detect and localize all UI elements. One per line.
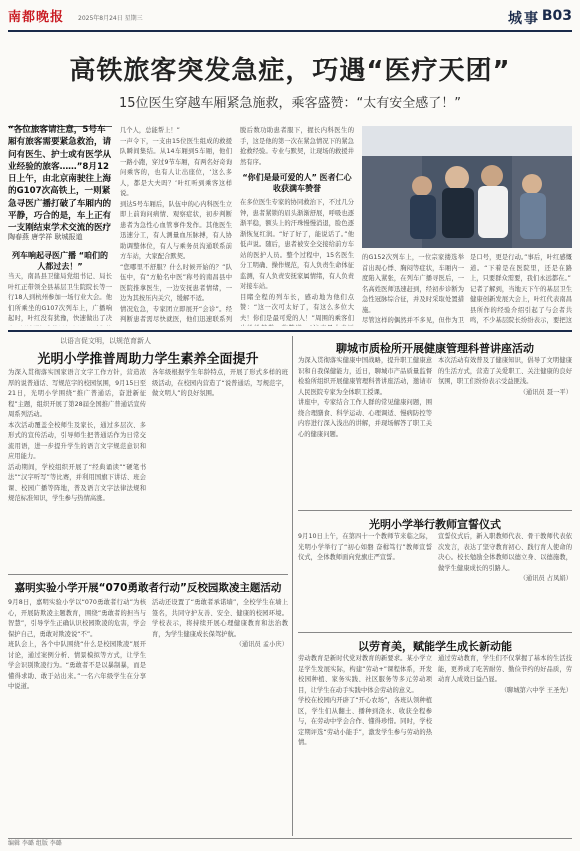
article-headline: 以劳育美，赋能学生成长新动能 (358, 640, 512, 653)
lead-paragraph: “各位旅客请注意，5号车厢有旅客需要紧急救治，请问有医生、护士或有医学从业经验的旅客……”8月12日上午，由北京南驶往上海的G107次高铁上，一则紧急寻医广播打破了车厢内的平静，巧合的是，车上正有一支刚结束学术交流的医疗 (8, 125, 112, 234)
article-paragraph: 宣誓仪式后，新入职教师代表、骨干教师代表依次发言，表达了坚守教育初心、践行育人使命的决心。校长勉励全体教师以德立身、以德施教，做学生健康成长的引路人。 (438, 533, 572, 572)
article-paragraph: 为深入贯彻落实健康中国战略，提升职工健康意识和自我保健能力，近日，聊城市产品质量监督检验所组织开展健康管理科普讲座活动，邀请市人民医院专家为全体职工授课。 (298, 357, 432, 396)
story-column-5 (470, 253, 572, 326)
article-paragraph: 活动期间，学校组织开展了“经典诵读”“硬笔书法”“汉字听写”等比赛，并利用国旗下讲话、班会课、校园广播等阵地，普及语言文字法律法规和规范标准知识，学生参与热情高涨。 (8, 463, 146, 502)
section-subtitle: “你们是最可爱的人” 医者仁心收获满车赞誉 (242, 173, 352, 193)
article-divider (8, 574, 288, 575)
story-column-2 (120, 126, 232, 326)
footer-rule (8, 838, 572, 839)
page-subheadline: 15位医生穿越车厢紧急施救，乘客盛赞：“太有安全感了！” (118, 96, 461, 111)
newspaper-logo: 南都晚报 (8, 10, 65, 25)
byline-reporters: 陶春燕 唐学祥 (8, 233, 53, 241)
column-paragraph: 一声令下，一支由15位医生组成的救援队瞬间集结。从14车厢到5车厢，他们一路小跑，穿过9节车厢，有两名好奇询问乘客的，也有人让出座位，‘这么多人，都是大夫吗？’叶红听到乘客这样说。 (120, 137, 232, 197)
article-column (438, 356, 572, 506)
article-headline: 光明小学举行教师宣誓仪式 (369, 518, 501, 531)
issue-date: 2025年8月24日 (78, 15, 123, 22)
article-kicker: 以语言促文明，以规范育新人 (60, 337, 151, 345)
article-paragraph: 9月10日上午，在第四十一个教师节来临之际，光明小学举行了“初心如磐 奋楫笃行”教师宣誓仪式，全体教师面向党旗庄严宣誓。 (298, 533, 432, 561)
article-paragraph: 本次活动覆盖全校师生及家长，通过多层次、多形式的宣传活动，引导师生把普通话作为日常交流用语，进一步提升学生的语言文字规范意识和应用能力。 (8, 421, 146, 460)
story-column-4 (362, 253, 464, 326)
article-paragraph: 班队会上，各个中队围绕“什么是校园欺凌”展开讨论，通过案例分析、情景模拟等方式，让学生学会识别欺凌行为。“勇敢者不是以暴制暴，而是懂得求助、敢于站出来。”一名六年级学生在分享中说道。 (8, 641, 146, 690)
article-divider (298, 510, 572, 511)
story-column-3 (240, 126, 354, 326)
page-headline: 高铁旅客突发急症，巧遇“医疗天团” (69, 56, 511, 86)
train-aisle-illustration (362, 126, 572, 248)
article-column (298, 356, 432, 506)
footer-credits: 编辑 李璐 组版 李璐 (8, 840, 62, 847)
issue-weekday: 星期三 (124, 15, 143, 22)
article-column (152, 598, 288, 834)
article-column (152, 368, 288, 570)
article-paragraph: 9月8日，嘉明实验小学以“070勇敢者行动”为核心，开展防欺凌主题教育，围绕“勇敢者的担当与智慧”，引导学生正确认识校园欺凌的危害，学会保护自己，勇敢对欺凌说“不”。 (8, 599, 146, 638)
column-paragraph: 尽管这样的偶然并不多见，但作为卫 (362, 317, 464, 324)
column-paragraph: 记者了解到，当地天下午的基层卫生健康创新发展大会上，叶红代表南昌县所作的经验介绍引起了与会者共鸣，不少基层院长纷纷表示，要把这 (470, 285, 572, 324)
article-paragraph: 活动还设置了“勇敢者承诺墙”，全校学生在墙上签名，共同守护友善、安全、健康的校园环境。学校表示，将持续开展心理健康教育和法治教育，为学生健康成长保驾护航。 (152, 599, 288, 638)
article-column (298, 654, 432, 834)
issue-meta (78, 13, 143, 22)
article-byline: （通讯员 占凤娟） (519, 575, 572, 582)
article-column (8, 598, 146, 834)
article-column (298, 532, 432, 628)
section-name: 城事 (508, 11, 540, 27)
byline-source: 耿城报道 (54, 233, 83, 241)
section-subtitle: 列车响起寻医广播 “咱们的人都过去！” (11, 251, 109, 271)
column-paragraph: 在多位医生专家的协同救治下，不过几分钟，患者紧锁的眉头渐渐舒展，呼吸也逐渐平稳，额头上的汗珠慢慢消退，脸色逐渐恢复红润。“好了好了，能说话了。”他低声说。随后，患者被安全交接给前方车站的医护人员。整个过程中，15名医生分工明确、操作规范，有人负责生命体征监测，有人负责安抚家属情绪，有人负责对接车站。 (240, 199, 354, 290)
masthead (8, 6, 572, 26)
article-paragraph: 劳动教育是新时代党对教育的新要求。某小学立足学生发展实际，构建“劳动+”课程体系，开发校园种植、家务实践、社区服务等多元劳动项目，让学生在动手实践中体会劳动的意义。 (298, 655, 432, 694)
article-column (8, 368, 146, 570)
masthead-rule (8, 30, 572, 32)
column-paragraph: 几个人，总能帮上！” (120, 127, 180, 134)
article-byline: （聊城第六中学 王圣先） (500, 686, 572, 694)
byline (8, 232, 82, 242)
article-paragraph: 各年级根据学生年龄特点，开展了形式多样的班级活动，在校园内营造了“说普通话，写规范字，做文明人”的良好氛围。 (152, 369, 288, 397)
column-paragraph: 脱后数功助患者服下，握长内科医生的手，这是他的第一次在紧急情况下的紧急抢救经验。专业与默契，让现场的救援井然有序。 (240, 127, 354, 166)
article-paragraph: 学校在校园内开辟了“开心农场”，各班认领种植区，学生们从翻土、播种到浇水、收获全程参与，在劳动中学会合作、懂得珍惜。同时，学校定期评选“劳动小能手”，激发学生参与劳动的热情。 (298, 697, 432, 746)
article-byline: （通讯员 聂一平） (519, 388, 572, 396)
column-divider (292, 336, 293, 836)
article-column (438, 532, 572, 628)
story-column-1 (8, 250, 112, 326)
column-paragraph: 当天，南昌县卫健局党组书记、局长叶红正带领全县基层卫生院院长等一行18人到杭州参加一场行业大会。他们所乘坐的G107次列车上，广播响起时，叶红没有犹豫，快速做出了决 (8, 273, 112, 322)
page-number: B03 (541, 8, 572, 24)
article-column (438, 654, 572, 834)
article-paragraph: 通过劳动教育，学生们不仅掌握了基本的生活技能，更养成了吃苦耐劳、勤俭节约的好品质，劳动育人成效日益凸显。 (438, 655, 572, 683)
column-paragraph: 是口号，更是行动。”事后，叶红感慨道。“下着是在医院里，还是在路上，只要群众需要，我们永远都在。” (470, 254, 572, 282)
article-divider (298, 632, 572, 633)
column-paragraph: 目睹全程的列车长，感动地为他们点赞：“这一次可太好了，有这么多位大夫！你们是最可爱的人！”周围的乘客们 (240, 293, 354, 322)
column-paragraph: “您哪里不舒服？什么时候开始的？”队伍中，有“方舱名中医”称号的南昌县中医院推拿医生，一边安抚患者情绪，一边为其按压内关穴，缓解不适。 (120, 263, 232, 302)
article-byline: （通讯员 孟小庆） (235, 641, 288, 648)
article-headline: 聊城市质检所开展健康管理科普讲座活动 (336, 342, 534, 355)
column-paragraph: 到达5号车厢后，队伍中的心内科医生立即上前询问病情、观察症状，初步判断患者为急性心血管事件发作。其他医生迅速分工，有人测量血压脉搏，有人协助调整体位，有人与乘务员沟通联系前方车站，大家配合默契。 (120, 200, 232, 260)
article-headline: 嘉明实验小学开展“070勇敢者行动”反校园欺凌主题活动 (14, 582, 282, 594)
article-headline: 光明小学推普周助力学生素养全面提升 (37, 352, 259, 367)
article-paragraph: 讲座中，专家结合工作人群的常见健康问题，围绕合理膳食、科学运动、心理调适、慢病防控等内容进行深入浅出的讲解，并现场解答了职工关心的健康问题。 (298, 399, 432, 438)
column-paragraph: 情况危急，专家团立即展开“会诊”。经判断患者需尽快就医，他们迅速联系列 (120, 305, 232, 323)
article-paragraph: 本次活动有效普及了健康知识，倡导了文明健康的生活方式，营造了关爱职工、关注健康的良好氛围，职工们纷纷表示受益匪浅。 (438, 357, 572, 385)
section-divider (8, 330, 572, 332)
news-photo (362, 126, 572, 248)
article-paragraph: 为深入贯彻落实国家语言文字工作方针，营造浓厚的说普通话、写规范字的校园氛围，9月15日至21日，光明小学围绕“推广普通话，奋进新征程”主题，组织开展了第28届全国推广普通话宣传周系列活动。 (8, 369, 146, 418)
column-paragraph: 的G152次列车上，一位宗家搂选举首出现心悸、胸闷等症状，车厢内一度陷入紧张，在列车广播寻医后，一名高姓医师迅速赶到，经初步诊断为急性冠脉综合征，并及时采取处置措施。 (362, 254, 464, 314)
